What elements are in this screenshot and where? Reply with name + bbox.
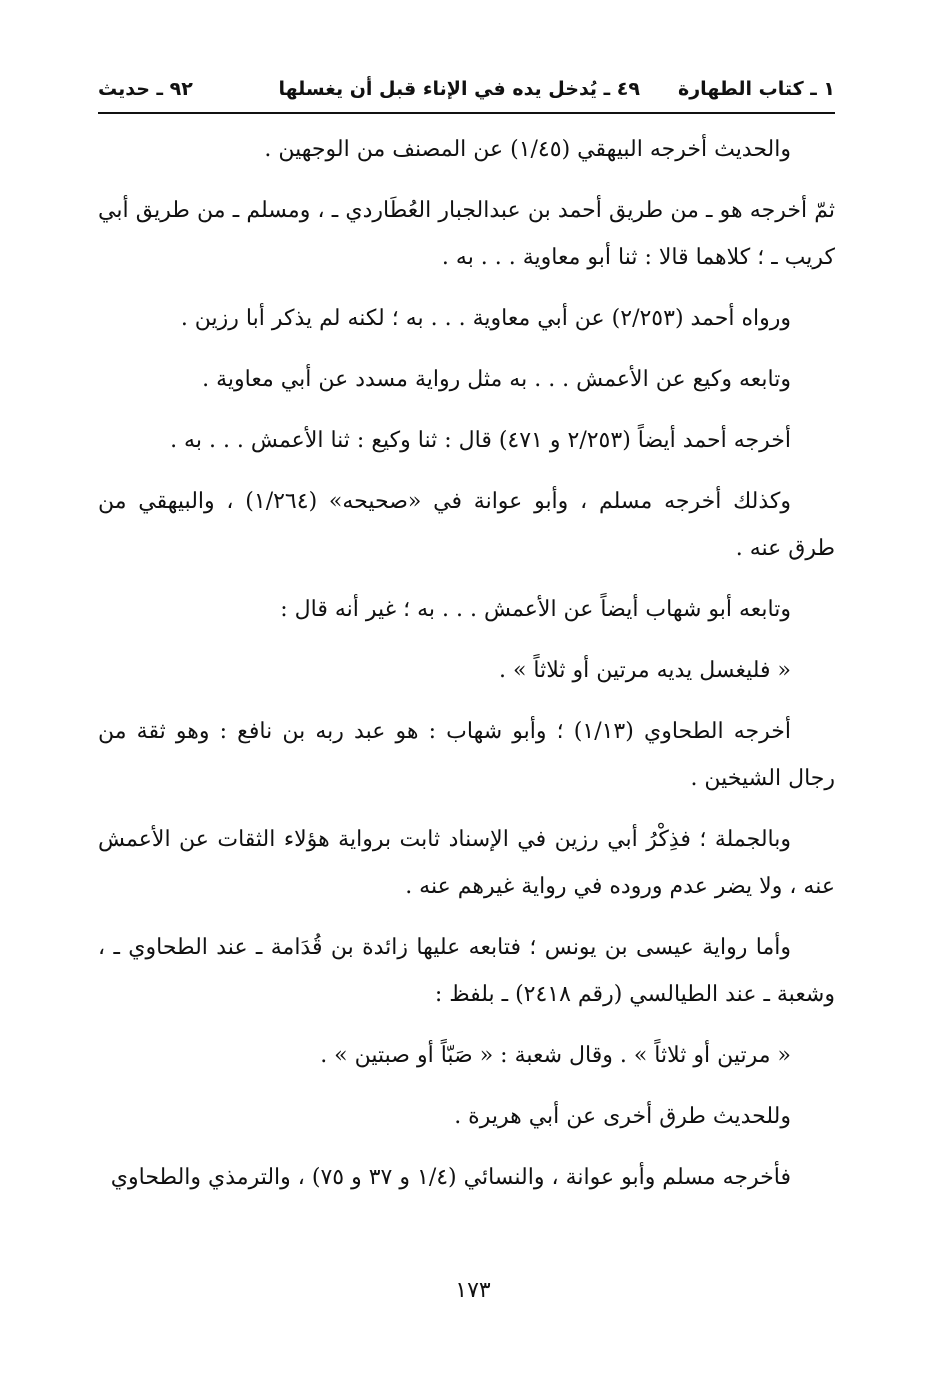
paragraph: وكذلك أخرجه مسلم ، وأبو عوانة في «صحيحه» (١/٢٦٤) ، والبيهقي من طرق عنه . (98, 489, 835, 561)
paragraph: أخرجه أحمد أيضاً (٢/٢٥٣ و ٤٧١) قال : ثنا وكيع : ثنا الأعمش . . . به . (170, 428, 791, 453)
paragraph: وبالجملة ؛ فذِكْرُ أبي رزين في الإسناد ثابت برواية هؤلاء الثقات عن الأعمش عنه ، ولا يضر عدم وروده في رواية غيرهم عنه . (98, 827, 835, 899)
paragraph: وأما رواية عيسى بن يونس ؛ فتابعه عليها زائدة بن قُدَامة ـ عند الطحاوي ـ ، وشعبة ـ عند الطيالسي (رقم ٢٤١٨) ـ بلفظ : (98, 935, 835, 1007)
hadith-number: ٩٢ ـ حديث (98, 78, 193, 100)
header-rule (98, 112, 835, 114)
page-number: ١٧٣ (455, 1278, 491, 1303)
paragraph: وللحديث طرق أخرى عن أبي هريرة . (454, 1104, 791, 1129)
quote-paragraph: « مرتين أو ثلاثاً » . وقال شعبة : « صَبّاً أو صبتين » . (320, 1043, 791, 1068)
body-text (98, 126, 835, 1215)
paragraph: ورواه أحمد (٢/٢٥٣) عن أبي معاوية . . . به ؛ لكنه لم يذكر أبا رزين . (180, 306, 791, 331)
paragraph: ثمّ أخرجه هو ـ من طريق أحمد بن عبدالجبار العُطَاردي ـ ، ومسلم ـ من طريق أبي كريب ـ ؛ كلاهما قالا : ثنا أبو معاوية . . . به . (98, 198, 835, 270)
quote-paragraph: « فليغسل يديه مرتين أو ثلاثاً » . (498, 658, 791, 683)
paragraph: فأخرجه مسلم وأبو عوانة ، والنسائي (١/٤ و ٣٧ و ٧٥) ، والترمذي والطحاوي (110, 1165, 791, 1190)
paragraph: أخرجه الطحاوي (١/١٣) ؛ وأبو شهاب : هو عبد ربه بن نافع : وهو ثقة من رجال الشيخين . (98, 719, 835, 791)
section-title: ٤٩ ـ يُدخل يده في الإناء قبل أن يغسلها (278, 78, 640, 100)
running-header (98, 70, 835, 110)
chapter-title: ١ ـ كتاب الطهارة (678, 78, 835, 100)
paragraph: وتابعه أبو شهاب أيضاً عن الأعمش . . . به ؛ غير أنه قال : (280, 597, 791, 622)
paragraph: وتابعه وكيع عن الأعمش . . . به مثل رواية مسدد عن أبي معاوية . (202, 367, 791, 392)
paragraph: والحديث أخرجه البيهقي (١/٤٥) عن المصنف من الوجهين . (264, 137, 791, 162)
